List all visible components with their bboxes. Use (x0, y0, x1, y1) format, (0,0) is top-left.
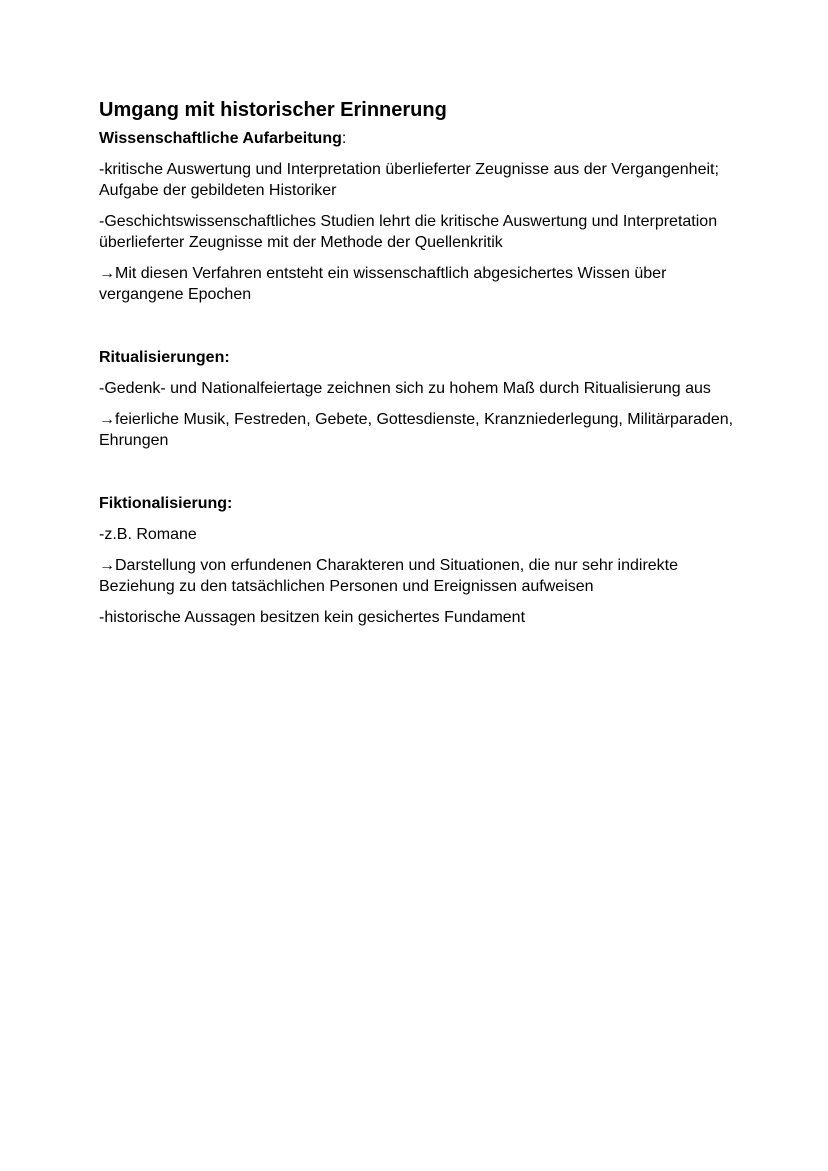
section-heading (99, 347, 739, 368)
section-spacer (99, 461, 739, 493)
paragraph: →Darstellung von erfundenen Charakteren und Situationen, die nur sehr indirekte Beziehung zu den tatsächlichen Personen und Ereignissen aufweisen (99, 557, 679, 595)
paragraph: -historische Aussagen besitzen kein gesichertes Fundament (99, 609, 526, 626)
section-heading-suffix: : (341, 130, 347, 147)
section-fiktionalisierung (99, 493, 739, 628)
paragraph: →feierliche Musik, Festreden, Gebete, Gottesdienste, Kranzniederlegung, Militärparaden, Ehrungen (99, 411, 734, 449)
page-title: Umgang mit historischer Erinnerung (99, 99, 447, 121)
paragraph: -Gedenk- und Nationalfeiertage zeichnen sich zu hohem Maß durch Ritualisierung aus (99, 380, 711, 397)
section-heading (99, 493, 739, 514)
section-heading (99, 128, 739, 149)
section-heading-text: Fiktionalisierung: (99, 495, 233, 512)
section-heading-text: Wissenschaftliche Aufarbeitung (99, 130, 342, 147)
document-page (99, 96, 739, 638)
paragraph: -z.B. Romane (99, 526, 197, 543)
section-spacer (99, 315, 739, 347)
section-wissenschaftliche-aufarbeitung (99, 128, 739, 305)
paragraph: -kritische Auswertung und Interpretation überlieferter Zeugnisse aus der Vergangenheit; Aufgabe der gebildeten Historiker (99, 161, 719, 199)
section-ritualisierungen (99, 347, 739, 451)
paragraph: -Geschichtswissenschaftliches Studien lehrt die kritische Auswertung und Interpretation überlieferter Zeugnisse mit der Methode der Quellenkritik (99, 213, 718, 251)
paragraph: →Mit diesen Verfahren entsteht ein wissenschaftlich abgesichertes Wissen über vergangene Epochen (99, 265, 667, 303)
section-heading-text: Ritualisierungen: (99, 349, 230, 366)
